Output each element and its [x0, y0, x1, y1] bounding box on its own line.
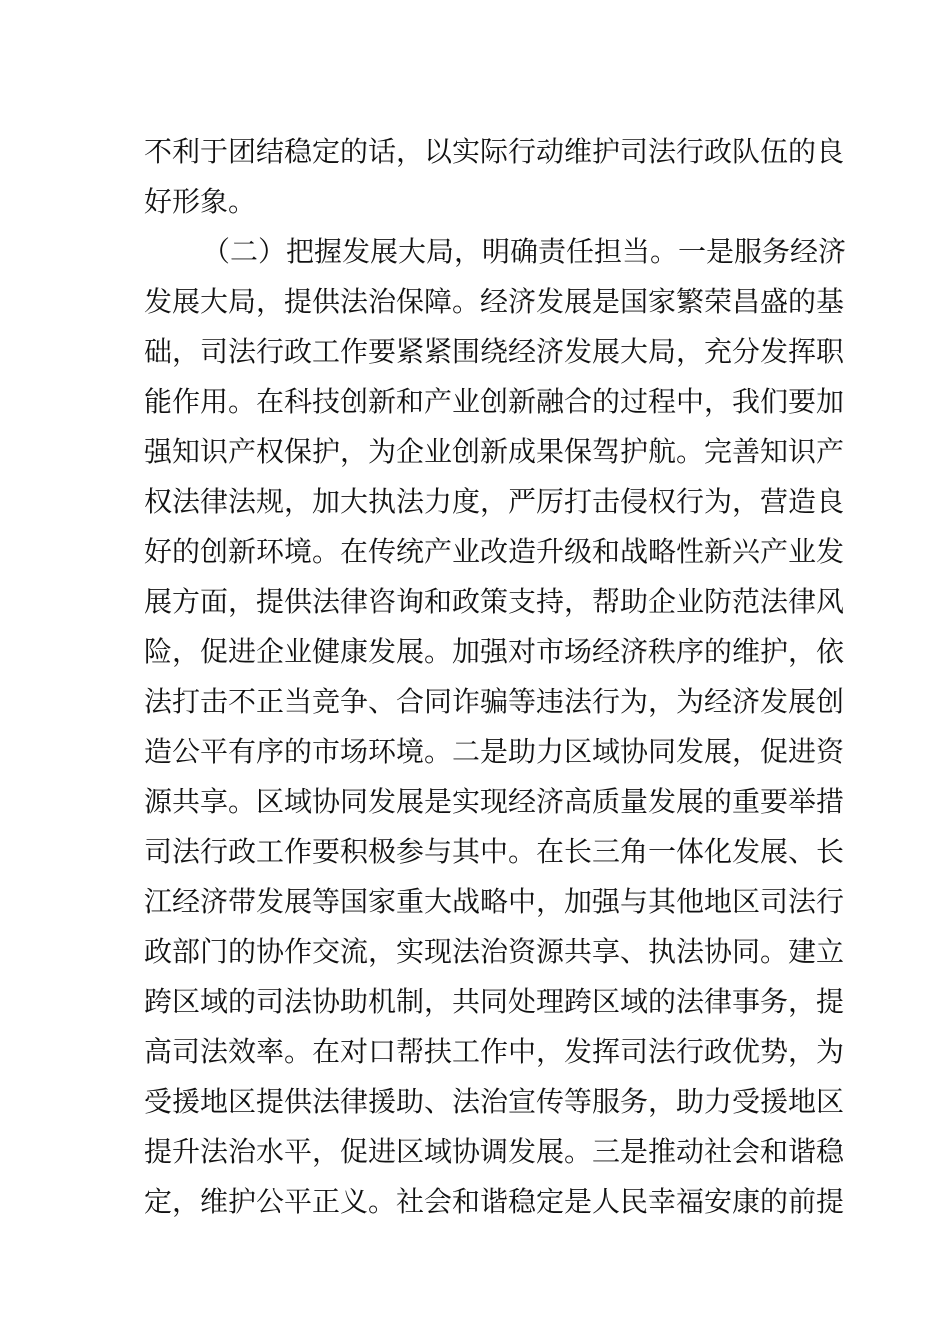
text-line: 能作用。在科技创新和产业创新融合的过程中，我们要加 — [144, 385, 845, 418]
text-line: 权法律法规，加大执法力度，严厉打击侵权行为，营造良 — [144, 485, 845, 518]
text-line: 跨区域的司法协助机制，共同处理跨区域的法律事务，提 — [144, 985, 845, 1018]
text-line: 好形象。 — [144, 185, 257, 218]
text-line: 发展大局，提供法治保障。经济发展是国家繁荣昌盛的基 — [144, 285, 845, 318]
text-line: 司法行政工作要积极参与其中。在长三角一体化发展、长 — [144, 835, 845, 868]
text-line: 不利于团结稳定的话，以实际行动维护司法行政队伍的良 — [144, 135, 845, 168]
text-line: 展方面，提供法律咨询和政策支持，帮助企业防范法律风 — [144, 585, 845, 618]
text-line: 好的创新环境。在传统产业改造升级和战略性新兴产业发 — [144, 535, 845, 568]
text-line: 源共享。区域协同发展是实现经济高质量发展的重要举措 — [144, 785, 845, 818]
section-heading-line: （二）把握发展大局，明确责任担当。一是服务经济 — [202, 235, 847, 268]
text-line: 险，促进企业健康发展。加强对市场经济秩序的维护，依 — [144, 635, 845, 668]
text-line: 定，维护公平正义。社会和谐稳定是人民幸福安康的前提 — [144, 1185, 845, 1218]
body-text — [144, 127, 847, 1227]
text-line: 江经济带发展等国家重大战略中，加强与其他地区司法行 — [144, 885, 845, 918]
text-line: 法打击不正当竞争、合同诈骗等违法行为，为经济发展创 — [144, 685, 845, 718]
text-line: 造公平有序的市场环境。二是助力区域协同发展，促进资 — [144, 735, 845, 768]
text-line: 高司法效率。在对口帮扶工作中，发挥司法行政优势，为 — [144, 1035, 845, 1068]
text-line: 提升法治水平，促进区域协调发展。三是推动社会和谐稳 — [144, 1135, 845, 1168]
text-line: 础，司法行政工作要紧紧围绕经济发展大局，充分发挥职 — [144, 335, 845, 368]
text-line: 强知识产权保护，为企业创新成果保驾护航。完善知识产 — [144, 435, 845, 468]
text-line: 受援地区提供法律援助、法治宣传等服务，助力受援地区 — [144, 1085, 845, 1118]
text-line: 政部门的协作交流，实现法治资源共享、执法协同。建立 — [144, 935, 845, 968]
